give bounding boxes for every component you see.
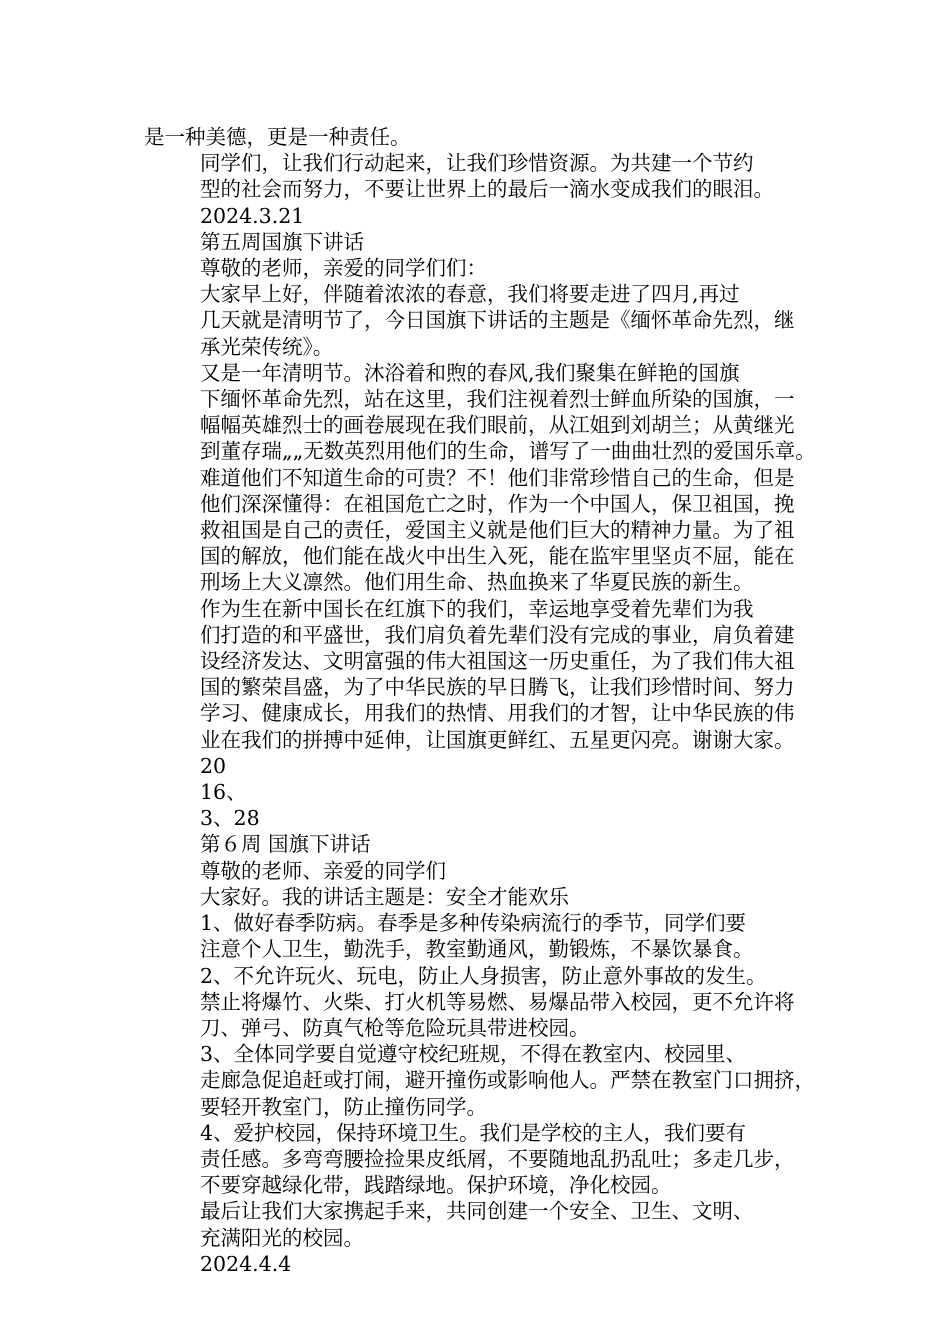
paragraph-line: 2024.4.4 bbox=[200, 1251, 292, 1276]
text-line bbox=[144, 203, 834, 229]
paragraph bbox=[144, 596, 834, 753]
paragraph-line: 难道他们不知道生命的可贵？不！他们非常珍惜自己的生命，但是 bbox=[200, 465, 795, 490]
paragraph-line: 第五周国旗下讲话 bbox=[200, 229, 364, 254]
text-line bbox=[144, 884, 834, 910]
paragraph-line: 注意个人卫生，勤洗手，教室勤通风，勤锻炼，不暴饮暴食。 bbox=[200, 937, 754, 962]
paragraph-line: 尊敬的老师、亲爱的同学们 bbox=[200, 858, 446, 883]
paragraph-line: 到董存瑞„„无数英烈用他们的生命，谱写了一曲曲壮烈的爱国乐章。 bbox=[200, 439, 816, 464]
paragraph-line: 幅幅英雄烈士的画卷展现在我们眼前，从江姐到刘胡兰；从黄继光 bbox=[200, 413, 795, 438]
text-line bbox=[144, 753, 834, 779]
paragraph-line: 下缅怀革命先烈，站在这里，我们注视着烈士鲜血所染的国旗，一 bbox=[200, 387, 795, 412]
paragraph-line: 业在我们的拼搏中延伸，让国旗更鲜红、五星更闪亮。谢谢大家。 bbox=[200, 727, 795, 752]
paragraph-line: 几天就是清明节了，今日国旗下讲话的主题是《缅怀革命先烈，继 bbox=[200, 308, 795, 333]
paragraph-line: 承光荣传统》。 bbox=[200, 334, 334, 359]
paragraph bbox=[144, 1198, 834, 1250]
paragraph-line: 是一种美德，更是一种责任。 bbox=[144, 125, 411, 149]
paragraph-line: 第６周 国旗下讲话 bbox=[200, 832, 371, 857]
text-line bbox=[144, 229, 834, 255]
paragraph bbox=[144, 1120, 834, 1199]
paragraph-line: 国的解放，他们能在战火中出生入死，能在监牢里坚贞不屈，能在 bbox=[200, 544, 795, 569]
paragraph-line: 最后让我们大家携起手来，共同创建一个安全、卫生、文明、 bbox=[200, 1199, 754, 1224]
document-body bbox=[144, 124, 834, 1277]
paragraph-line: 设经济发达、文明富强的伟大祖国这一历史重任，为了我们伟大祖 bbox=[200, 649, 795, 674]
paragraph-line: 们打造的和平盛世，我们肩负着先辈们没有完成的事业，肩负着建 bbox=[200, 622, 795, 647]
paragraph bbox=[144, 910, 834, 962]
text-line bbox=[144, 831, 834, 857]
paragraph-line: 16、 bbox=[200, 780, 247, 805]
paragraph-line: 禁止将爆竹、火柴、打火机等易燃、易爆品带入校园，更不允许将 bbox=[200, 989, 795, 1014]
paragraph-line: 充满阳光的校园。 bbox=[200, 1225, 364, 1250]
text-line bbox=[144, 1251, 834, 1277]
paragraph-line: 大家早上好，伴随着浓浓的春意，我们将要走进了四月,再过 bbox=[200, 282, 740, 307]
paragraph-line: 大家好。我的讲话主题是：安全才能欢乐 bbox=[200, 884, 569, 909]
paragraph-line: 刀、弹弓、防真气枪等危险玩具带进校园。 bbox=[200, 1015, 590, 1040]
paragraph-line: 不要穿越绿化带，践踏绿地。保护环境，净化校园。 bbox=[200, 1173, 672, 1198]
paragraph-line: 要轻开教室门，防止撞伤同学。 bbox=[200, 1094, 487, 1119]
text-line bbox=[144, 858, 834, 884]
paragraph-line: 1、做好春季防病。春季是多种传染病流行的季节，同学们要 bbox=[200, 911, 747, 936]
paragraph bbox=[144, 150, 834, 202]
paragraph-line: 尊敬的老师，亲爱的同学们们： bbox=[200, 256, 487, 281]
paragraph-line: 4、爱护校园，保持环境卫生。我们是学校的主人，我们要有 bbox=[200, 1120, 747, 1145]
paragraph-line: 2024.3.21 bbox=[200, 203, 305, 228]
paragraph-line: 同学们，让我们行动起来，让我们珍惜资源。为共建一个节约 bbox=[200, 151, 754, 176]
paragraph-line: 走廊急促追赶或打闹，避开撞伤或影响他人。严禁在教室门口拥挤， bbox=[200, 1068, 815, 1093]
paragraph bbox=[144, 281, 834, 360]
paragraph bbox=[144, 360, 834, 596]
paragraph-line: 3、28 bbox=[200, 806, 260, 831]
paragraph bbox=[144, 124, 834, 150]
paragraph-line: 刑场上大义凛然。他们用生命、热血换来了华夏民族的新生。 bbox=[200, 570, 754, 595]
paragraph-line: 又是一年清明节。沐浴着和煦的春风,我们聚集在鲜艳的国旗 bbox=[200, 360, 740, 385]
paragraph-line: 责任感。多弯弯腰捡捡果皮纸屑，不要随地乱扔乱吐；多走几步， bbox=[200, 1146, 795, 1171]
paragraph-line: 国的繁荣昌盛，为了中华民族的早日腾飞，让我们珍惜时间、努力 bbox=[200, 675, 795, 700]
text-line bbox=[144, 805, 834, 831]
text-line bbox=[144, 779, 834, 805]
paragraph-line: 2、不允许玩火、玩电，防止人身损害，防止意外事故的发生。 bbox=[200, 963, 767, 988]
paragraph bbox=[144, 963, 834, 1042]
paragraph-line: 他们深深懂得：在祖国危亡之时，作为一个中国人，保卫祖国，挽 bbox=[200, 491, 795, 516]
paragraph-line: 救祖国是自己的责任，爱国主义就是他们巨大的精神力量。为了祖 bbox=[200, 518, 795, 543]
paragraph-line: 20 bbox=[200, 753, 227, 778]
paragraph-line: 3、全体同学要自觉遵守校纪班规，不得在教室内、校园里、 bbox=[200, 1042, 747, 1067]
paragraph-line: 型的社会而努力，不要让世界上的最后一滴水变成我们的眼泪。 bbox=[200, 177, 774, 202]
paragraph bbox=[144, 1041, 834, 1120]
paragraph-line: 学习、健康成长，用我们的热情、用我们的才智，让中华民族的伟 bbox=[200, 701, 795, 726]
text-line bbox=[144, 255, 834, 281]
paragraph-line: 作为生在新中国长在红旗下的我们，幸运地享受着先辈们为我 bbox=[200, 596, 754, 621]
